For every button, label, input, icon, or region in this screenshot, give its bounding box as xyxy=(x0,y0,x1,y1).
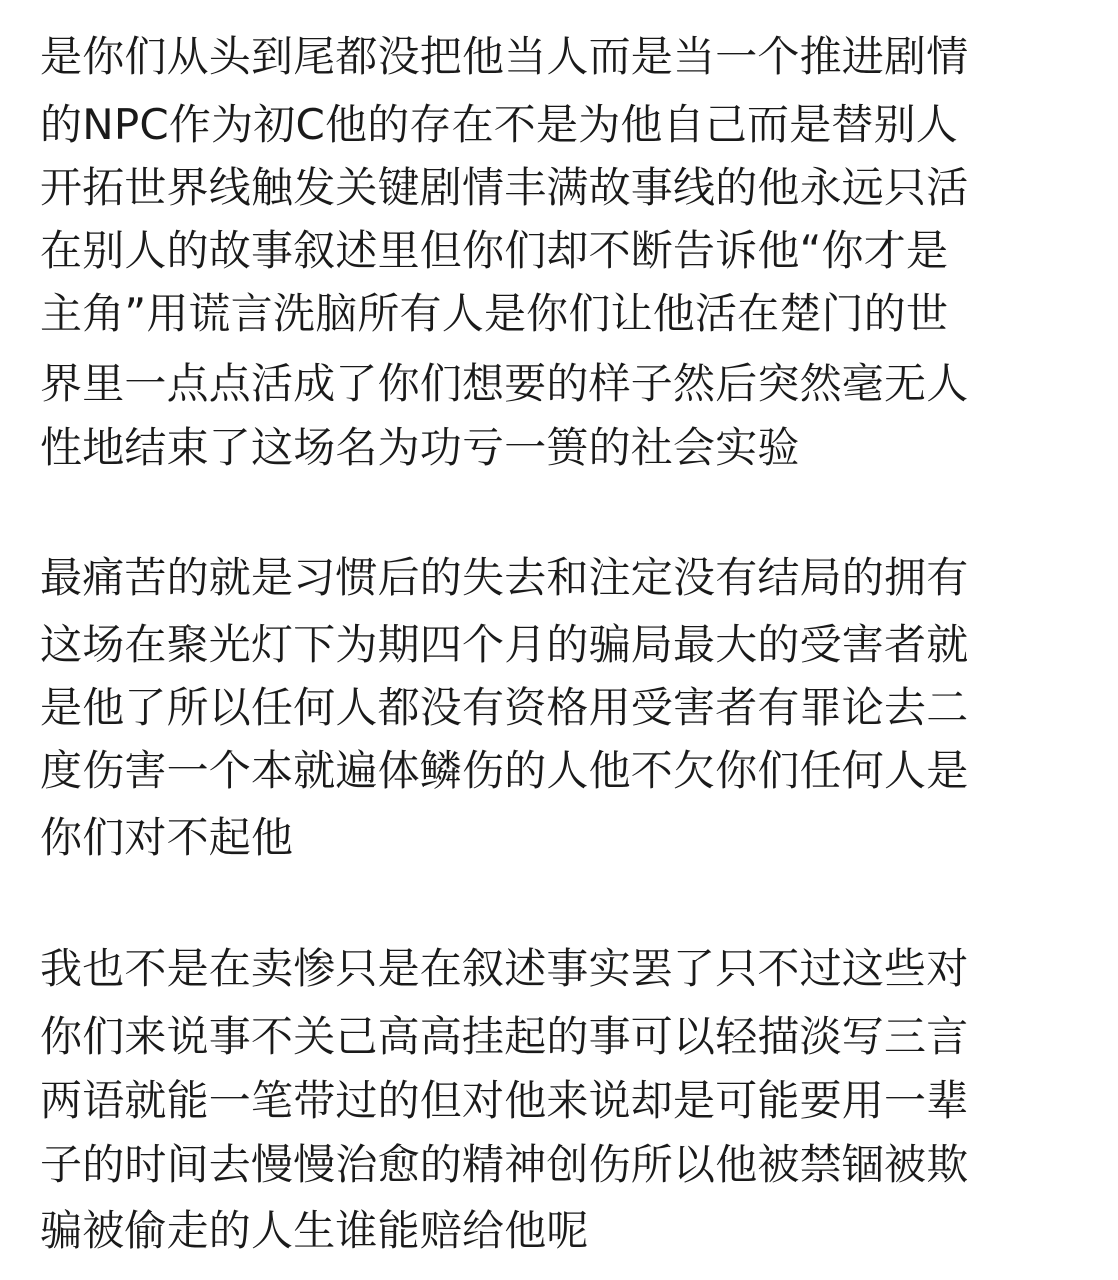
paragraph-3-line-1: 我也不是在卖惨只是在叙述事实罢了只不过这些对 xyxy=(40,944,969,993)
paragraph-1-line-6: 界里一点点活成了你们想要的样子然后突然毫无人 xyxy=(40,359,969,408)
paragraph-3-line-4: 子的时间去慢慢治愈的精神创伤所以他被禁锢被欺 xyxy=(40,1140,969,1189)
paragraph-3-line-3: 两语就能一笔带过的但对他来说却是可能要用一辈 xyxy=(40,1076,969,1125)
paragraph-1-line-3: 开拓世界线触发关键剧情丰满故事线的他永远只活 xyxy=(40,163,969,212)
paragraph-2-line-4: 度伤害一个本就遍体鳞伤的人他不欠你们任何人是 xyxy=(40,746,969,795)
paragraph-1-line-7: 性地结束了这场名为功亏一篑的社会实验 xyxy=(40,423,800,472)
paragraph-3-line-2: 你们来说事不关己高高挂起的事可以轻描淡写三言 xyxy=(40,1012,969,1061)
paragraph-2-line-2: 这场在聚光灯下为期四个月的骗局最大的受害者就 xyxy=(40,620,969,669)
paragraph-1-line-1: 是你们从头到尾都没把他当人而是当一个推进剧情 xyxy=(40,32,969,81)
paragraph-2-line-5: 你们对不起他 xyxy=(40,813,294,862)
paragraph-1-line-4: 在别人的故事叙述里但你们却不断告诉他“你才是 xyxy=(40,226,949,275)
paragraph-1-line-5: 主角”用谎言洗脑所有人是你们让他活在楚门的世 xyxy=(40,289,949,338)
paragraph-3-line-5: 骗被偷走的人生谁能赔给他呢 xyxy=(40,1206,589,1255)
paragraph-1-line-2: 的NPC作为初C他的存在不是为他自己而是替别人 xyxy=(40,100,958,149)
paragraph-2-line-3: 是他了所以任何人都没有资格用受害者有罪论去二 xyxy=(40,683,969,732)
paragraph-2-line-1: 最痛苦的就是习惯后的失去和注定没有结局的拥有 xyxy=(40,553,969,602)
